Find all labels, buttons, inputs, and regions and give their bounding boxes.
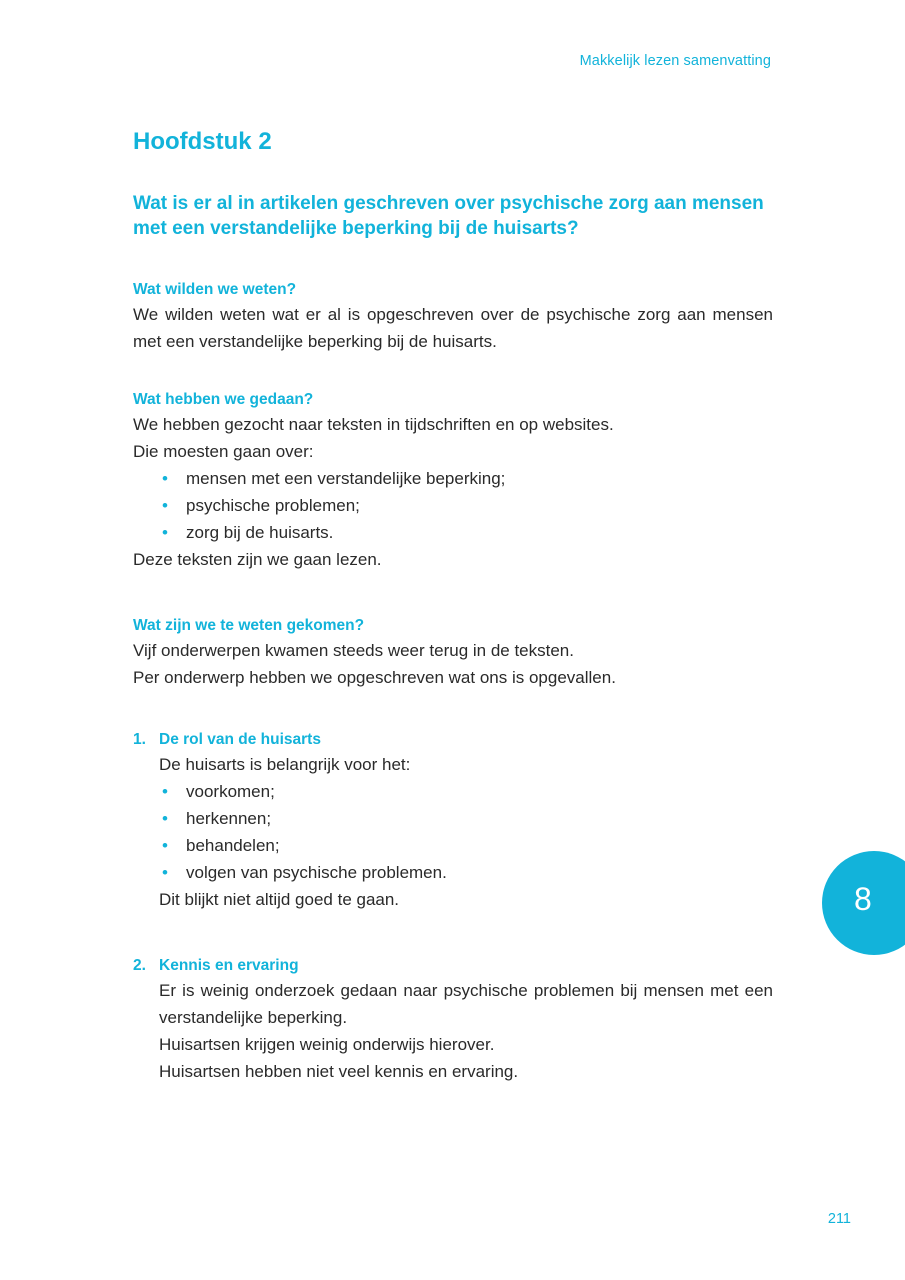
paragraph-line: Huisartsen hebben niet veel kennis en ervaring. (159, 1062, 519, 1081)
section-heading: Wat hebben we gedaan? (133, 391, 314, 408)
chapter-tab-number: 8 (854, 881, 872, 917)
paragraph-line: Die moesten gaan over: (133, 442, 314, 461)
list-item: • behandelen; (162, 832, 773, 859)
numbered-heading (133, 729, 773, 751)
list-item: • psychische problemen; (162, 492, 773, 519)
paragraph-line: We hebben gezocht naar teksten in tijdschriften en op websites. (133, 415, 614, 434)
paragraph-line: Huisartsen krijgen weinig onderwijs hierover. (159, 1035, 495, 1054)
section-heading: Wat zijn we te weten gekomen? (133, 617, 365, 634)
paragraph-line: Deze teksten zijn we gaan lezen. (133, 550, 382, 569)
topic-body (133, 977, 773, 1085)
chapter-tab (822, 851, 905, 955)
section-what-wanted (133, 279, 773, 355)
paragraph-line: Dit blijkt niet altijd goed te gaan. (159, 890, 400, 909)
list-item: • mensen met een verstandelijke beperking; (162, 465, 773, 492)
topic-knowledge-experience (133, 955, 773, 1085)
list-item: • zorg bij de huisarts. (162, 519, 773, 546)
paragraph-line: Per onderwerp hebben we opgeschreven wat ons is opgevallen. (133, 668, 616, 687)
topic-body (133, 751, 773, 913)
list-item: • volgen van psychische problemen. (162, 859, 773, 886)
list-item: • voorkomen; (162, 778, 773, 805)
section-heading: Wat wilden we weten? (133, 281, 297, 298)
topic-role-of-gp (133, 729, 773, 913)
paragraph: Er is weinig onderzoek gedaan naar psychische problemen bij mensen met een verstandelijke beperking. (159, 981, 773, 1027)
paragraph-line: Vijf onderwerpen kwamen steeds weer terug in de teksten. (133, 641, 574, 660)
topic-number: 2. (133, 957, 146, 974)
page-number: 211 (827, 1211, 851, 1227)
chapter-title: Hoofdstuk 2 (133, 128, 272, 155)
topic-number: 1. (133, 731, 146, 748)
section-what-done (133, 389, 773, 573)
numbered-heading (133, 955, 773, 977)
topic-heading: De rol van de huisarts (159, 731, 321, 748)
paragraph: We wilden weten wat er al is opgeschreven over de psychische zorg aan mensen met een verstandelijke beperking bij de huisarts. (133, 305, 773, 351)
section-findings (133, 615, 773, 691)
list-item: • herkennen; (162, 805, 773, 832)
paragraph-line: De huisarts is belangrijk voor het: (159, 755, 411, 774)
bullet-list (133, 465, 773, 546)
chapter-subtitle: Wat is er al in artikelen geschreven over psychische zorg aan mensen met een verstandelijke beperking bij de huisarts? (133, 193, 764, 239)
running-header: Makkelijk lezen samenvatting (579, 53, 771, 69)
topic-heading: Kennis en ervaring (159, 957, 299, 974)
bullet-list (159, 778, 773, 886)
